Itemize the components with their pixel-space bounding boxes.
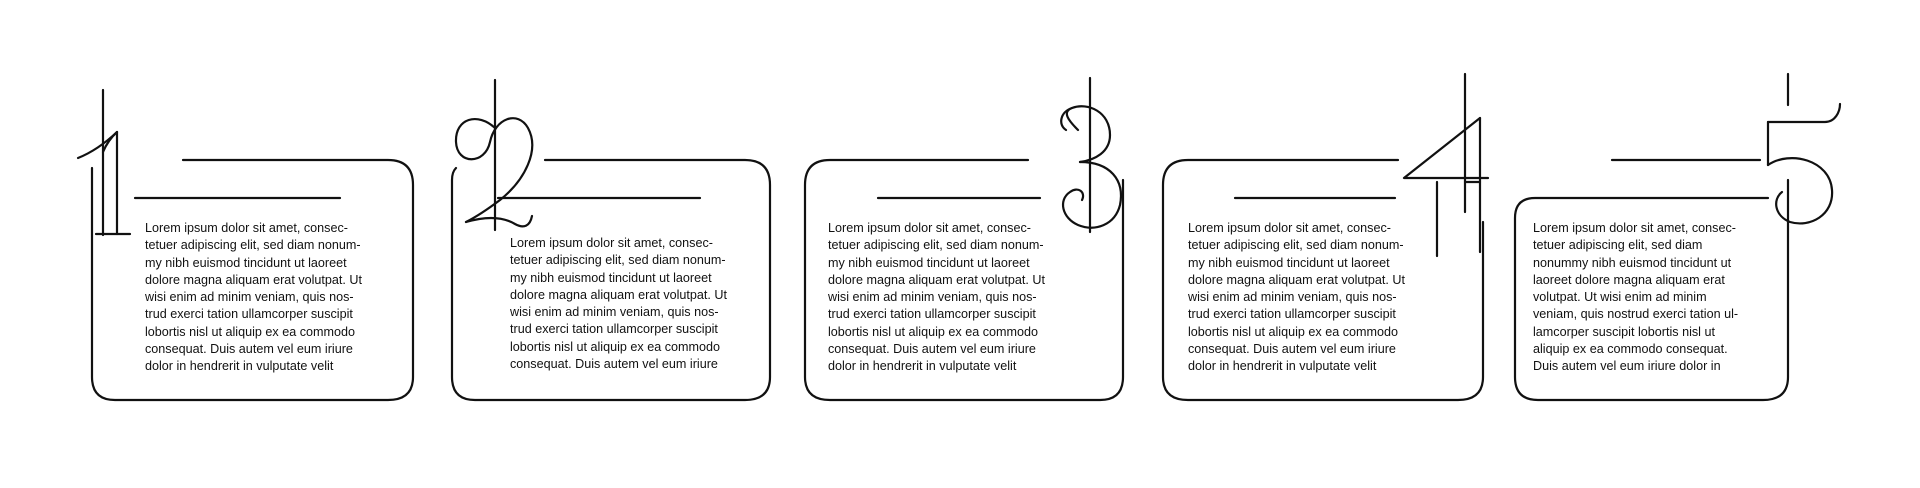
step-3-description: Lorem ipsum dolor sit amet, consec- tetuer adipiscing elit, sed diam nonum- my nibh euismod tincidunt ut laoreet dolore magna aliquam erat volutpat. Ut wisi enim ad minim veniam, quis nos- trud exerci tation ullamcorper suscipit lobortis nisl ut aliquip ex ea commodo consequat. Duis autem vel eum iriure dolor in hendrerit in vulputate velit xyxy=(828,221,1046,374)
step-1-description: Lorem ipsum dolor sit amet, consec- tetuer adipiscing elit, sed diam nonum- my nibh euismod tincidunt ut laoreet dolore magna aliquam erat volutpat. Ut wisi enim ad minim veniam, quis nos- trud exerci tation ullamcorper suscipit lobortis nisl ut aliquip ex ea commodo consequat. Duis autem vel eum iriure dolor in hendrerit in vulputate velit xyxy=(145,221,363,374)
number-1-glyph xyxy=(78,90,130,235)
step-2-description: Lorem ipsum dolor sit amet, consec- tetuer adipiscing elit, sed diam nonum- my nibh euismod tincidunt ut laoreet dolore magna aliquam erat volutpat. Ut wisi enim ad minim veniam, quis nos- trud exerci tation ullamcorper suscipit lobortis nisl ut aliquip ex ea commodo consequat. Duis autem vel eum iriure xyxy=(510,236,728,372)
number-5-glyph xyxy=(1768,74,1840,223)
number-2-glyph xyxy=(456,80,532,230)
step-5-description: Lorem ipsum dolor sit amet, consec- tetuer adipiscing elit, sed diam nonummy nibh euismod tincidunt ut laoreet dolore magna aliquam erat volutpat. Ut wisi enim ad minim veniam, quis nostrud exerci tation ul- lamcorper suscipit lobortis nisl ut aliquip ex ea commodo consequat. Duis autem vel eum iriure dolor in xyxy=(1533,221,1739,374)
step-4-description: Lorem ipsum dolor sit amet, consec- tetuer adipiscing elit, sed diam nonum- my nibh euismod tincidunt ut laoreet dolore magna aliquam erat volutpat. Ut wisi enim ad minim veniam, quis nos- trud exerci tation ullamcorper suscipit lobortis nisl ut aliquip ex ea commodo consequat. Duis autem vel eum iriure dolor in hendrerit in vulputate velit xyxy=(1188,221,1406,374)
number-3-glyph xyxy=(1061,78,1121,232)
